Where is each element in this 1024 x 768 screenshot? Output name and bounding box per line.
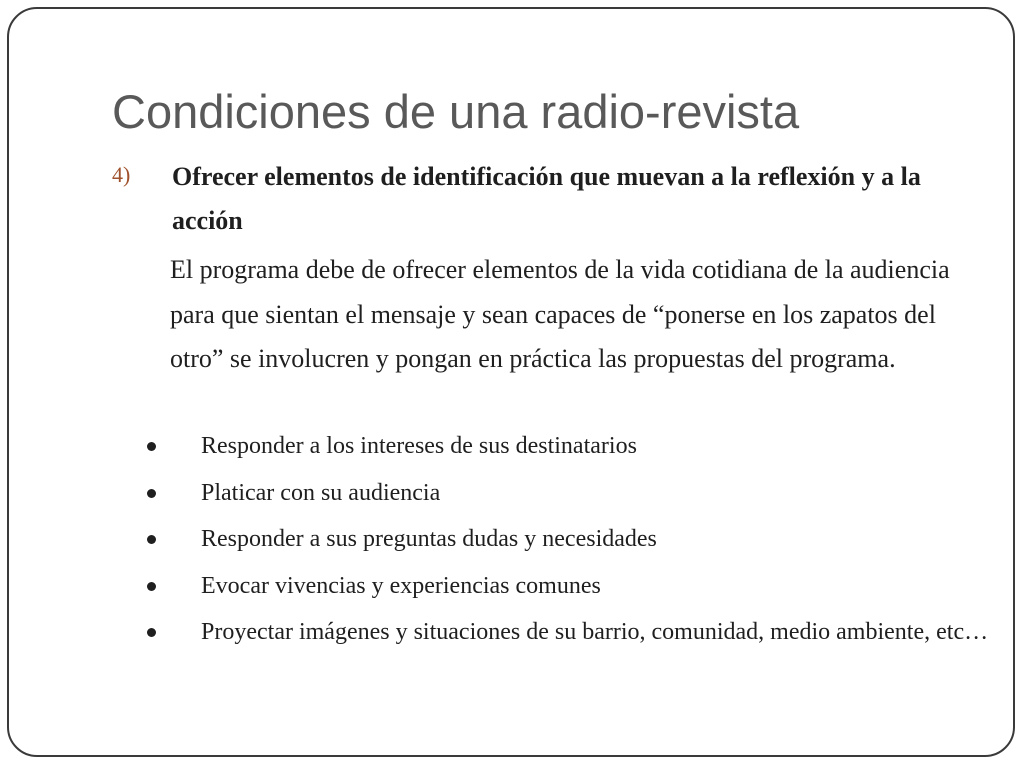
item-paragraph: El programa debe de ofrecer elementos de la vida cotidiana de la audiencia para que sientan el mensaje y sean capaces de “ponerse en los zapatos del otro” se involucren y pongan en práctica las propuestas del programa.	[170, 255, 950, 373]
bullet-item	[140, 615, 1000, 649]
bullet-item	[140, 569, 1000, 603]
bullet-text: Evocar vivencias y experiencias comunes	[201, 572, 601, 599]
bullet-text: Platicar con su audiencia	[201, 479, 441, 506]
bullet-text: Proyectar imágenes y situaciones de su barrio, comunidad, medio ambiente, etc…	[201, 619, 989, 645]
bullet-dot-icon	[147, 628, 156, 637]
bullet-item	[140, 476, 1000, 510]
bullet-list	[140, 429, 1000, 662]
bullet-item	[140, 522, 1000, 556]
bullet-text: Responder a los intereses de sus destinatarios	[201, 433, 637, 459]
bullet-item	[140, 429, 1000, 463]
item-number: 4)	[112, 162, 131, 187]
bullet-dot-icon	[147, 442, 156, 451]
bullet-text: Responder a sus preguntas dudas y necesidades	[201, 526, 657, 552]
bullet-dot-icon	[147, 582, 156, 591]
bullet-dot-icon	[147, 535, 156, 544]
slide-title: Condiciones de una radio-revista	[112, 85, 800, 138]
item-heading: Ofrecer elementos de identificación que muevan a la reflexión y a la acción	[172, 162, 921, 235]
bullet-dot-icon	[147, 489, 156, 498]
